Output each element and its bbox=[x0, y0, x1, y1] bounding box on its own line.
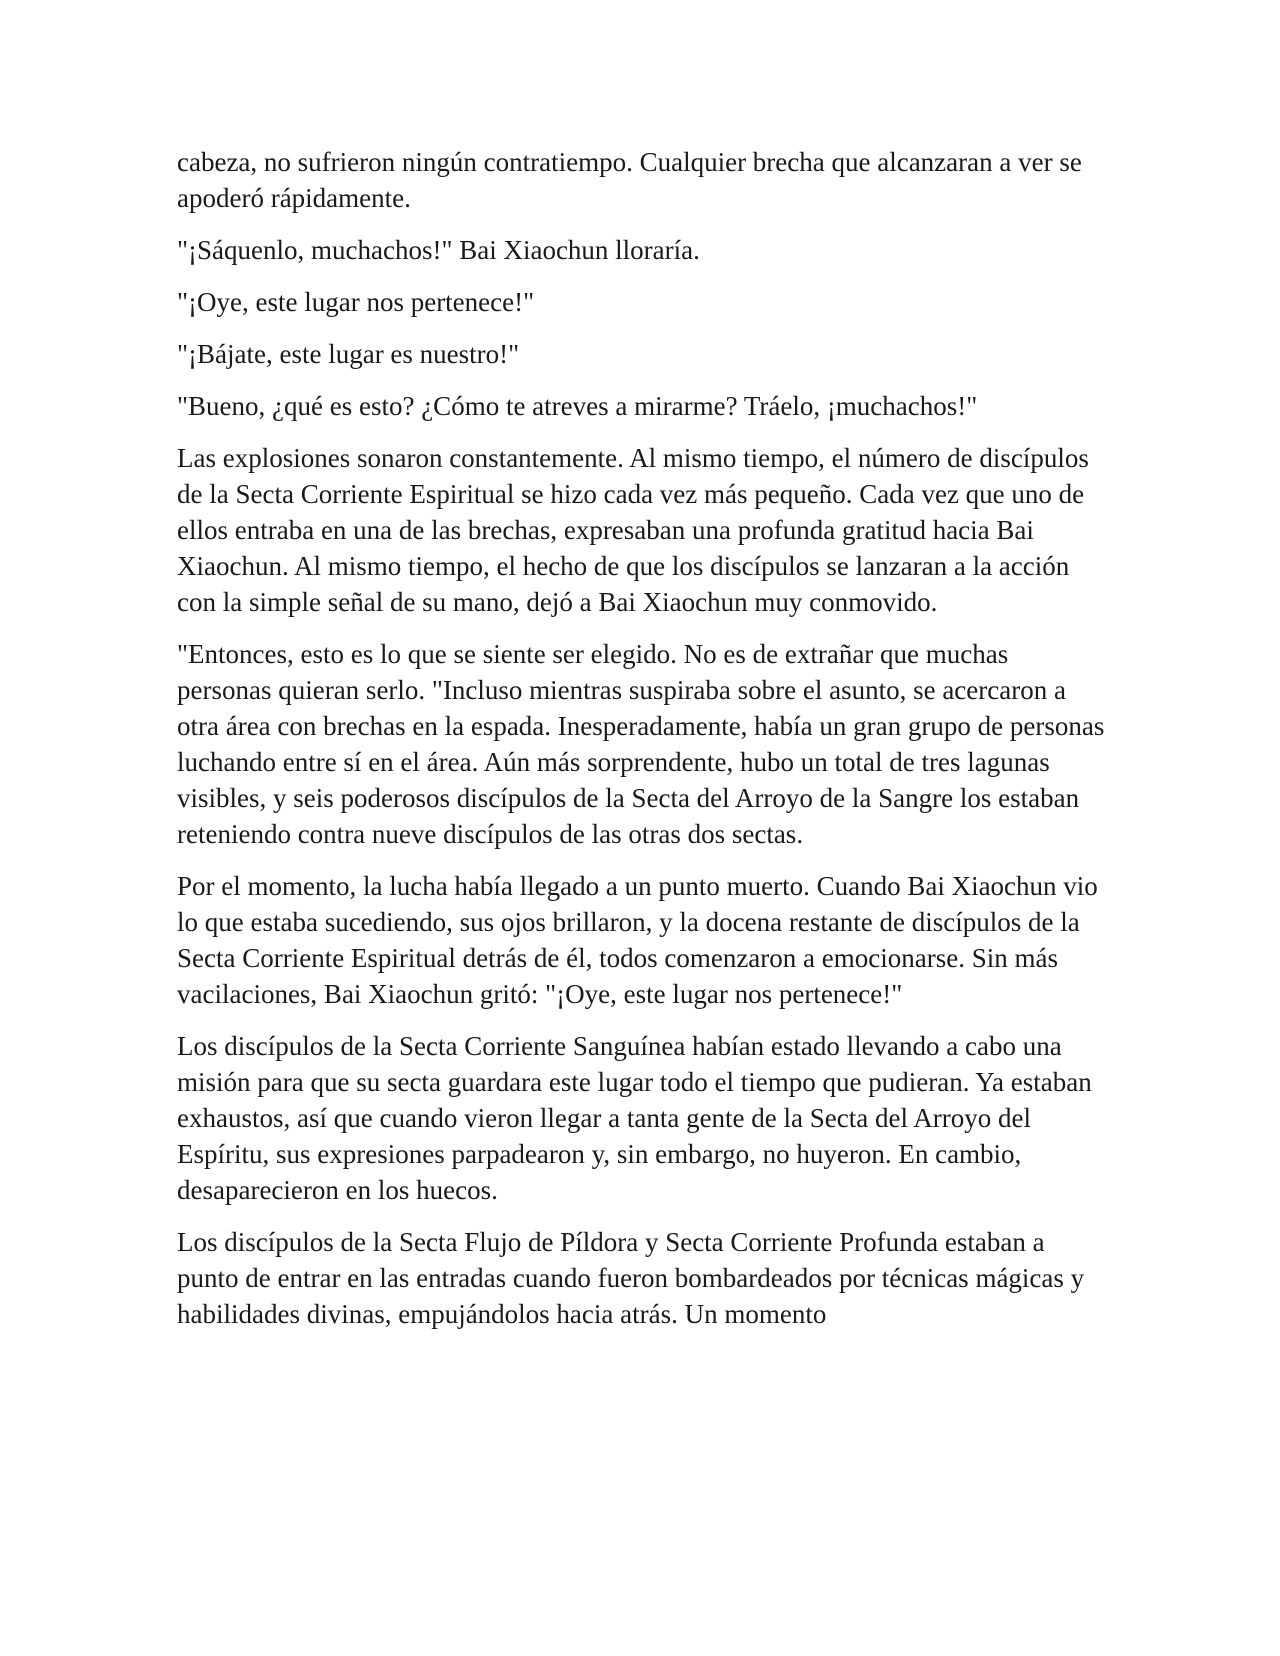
paragraph: "¡Sáquenlo, muchachos!" Bai Xiaochun lloraría. bbox=[177, 235, 700, 265]
paragraph: Las explosiones sonaron constantemente. Al mismo tiempo, el número de discípulos de la Secta Corriente Espiritual se hizo cada vez más pequeño. Cada vez que uno de ellos entraba en una de las brechas, expresaban una profunda gratitud hacia Bai Xiaochun. Al mismo tiempo, el hecho de que los discípulos se lanzaran a la acción con la simple señal de su mano, dejó a Bai Xiaochun muy conmovido. bbox=[177, 443, 1089, 617]
paragraph: Los discípulos de la Secta Flujo de Píldora y Secta Corriente Profunda estaban a punto de entrar en las entradas cuando fueron bombardeados por técnicas mágicas y habilidades divinas, empujándolos hacia atrás. Un momento bbox=[177, 1227, 1085, 1329]
paragraph: "¡Bájate, este lugar es nuestro!" bbox=[177, 339, 520, 369]
paragraph: "¡Oye, este lugar nos pertenece!" bbox=[177, 287, 535, 317]
paragraph: Por el momento, la lucha había llegado a un punto muerto. Cuando Bai Xiaochun vio lo que estaba sucediendo, sus ojos brillaron, y la docena restante de discípulos de la Secta Corriente Espiritual detrás de él, todos comenzaron a emocionarse. Sin más vacilaciones, Bai Xiaochun gritó: "¡Oye, este lugar nos pertenece!" bbox=[177, 871, 1098, 1009]
document-page bbox=[177, 144, 1107, 1348]
paragraph: "Bueno, ¿qué es esto? ¿Cómo te atreves a mirarme? Tráelo, ¡muchachos!" bbox=[177, 391, 978, 421]
paragraph: Los discípulos de la Secta Corriente Sanguínea habían estado llevando a cabo una misión para que su secta guardara este lugar todo el tiempo que pudieran. Ya estaban exhaustos, así que cuando vieron llegar a tanta gente de la Secta del Arroyo del Espíritu, sus expresiones parpadearon y, sin embargo, no huyeron. En cambio, desaparecieron en los huecos. bbox=[177, 1031, 1092, 1205]
paragraph: "Entonces, esto es lo que se siente ser elegido. No es de extrañar que muchas personas quieran serlo. "Incluso mientras suspiraba sobre el asunto, se acercaron a otra área con brechas en la espada. Inesperadamente, había un gran grupo de personas luchando entre sí en el área. Aún más sorprendente, hubo un total de tres lagunas visibles, y seis poderosos discípulos de la Secta del Arroyo de la Sangre los estaban reteniendo contra nueve discípulos de las otras dos sectas. bbox=[177, 639, 1105, 849]
paragraph: cabeza, no sufrieron ningún contratiempo. Cualquier brecha que alcanzaran a ver se apoderó rápidamente. bbox=[177, 147, 1082, 213]
